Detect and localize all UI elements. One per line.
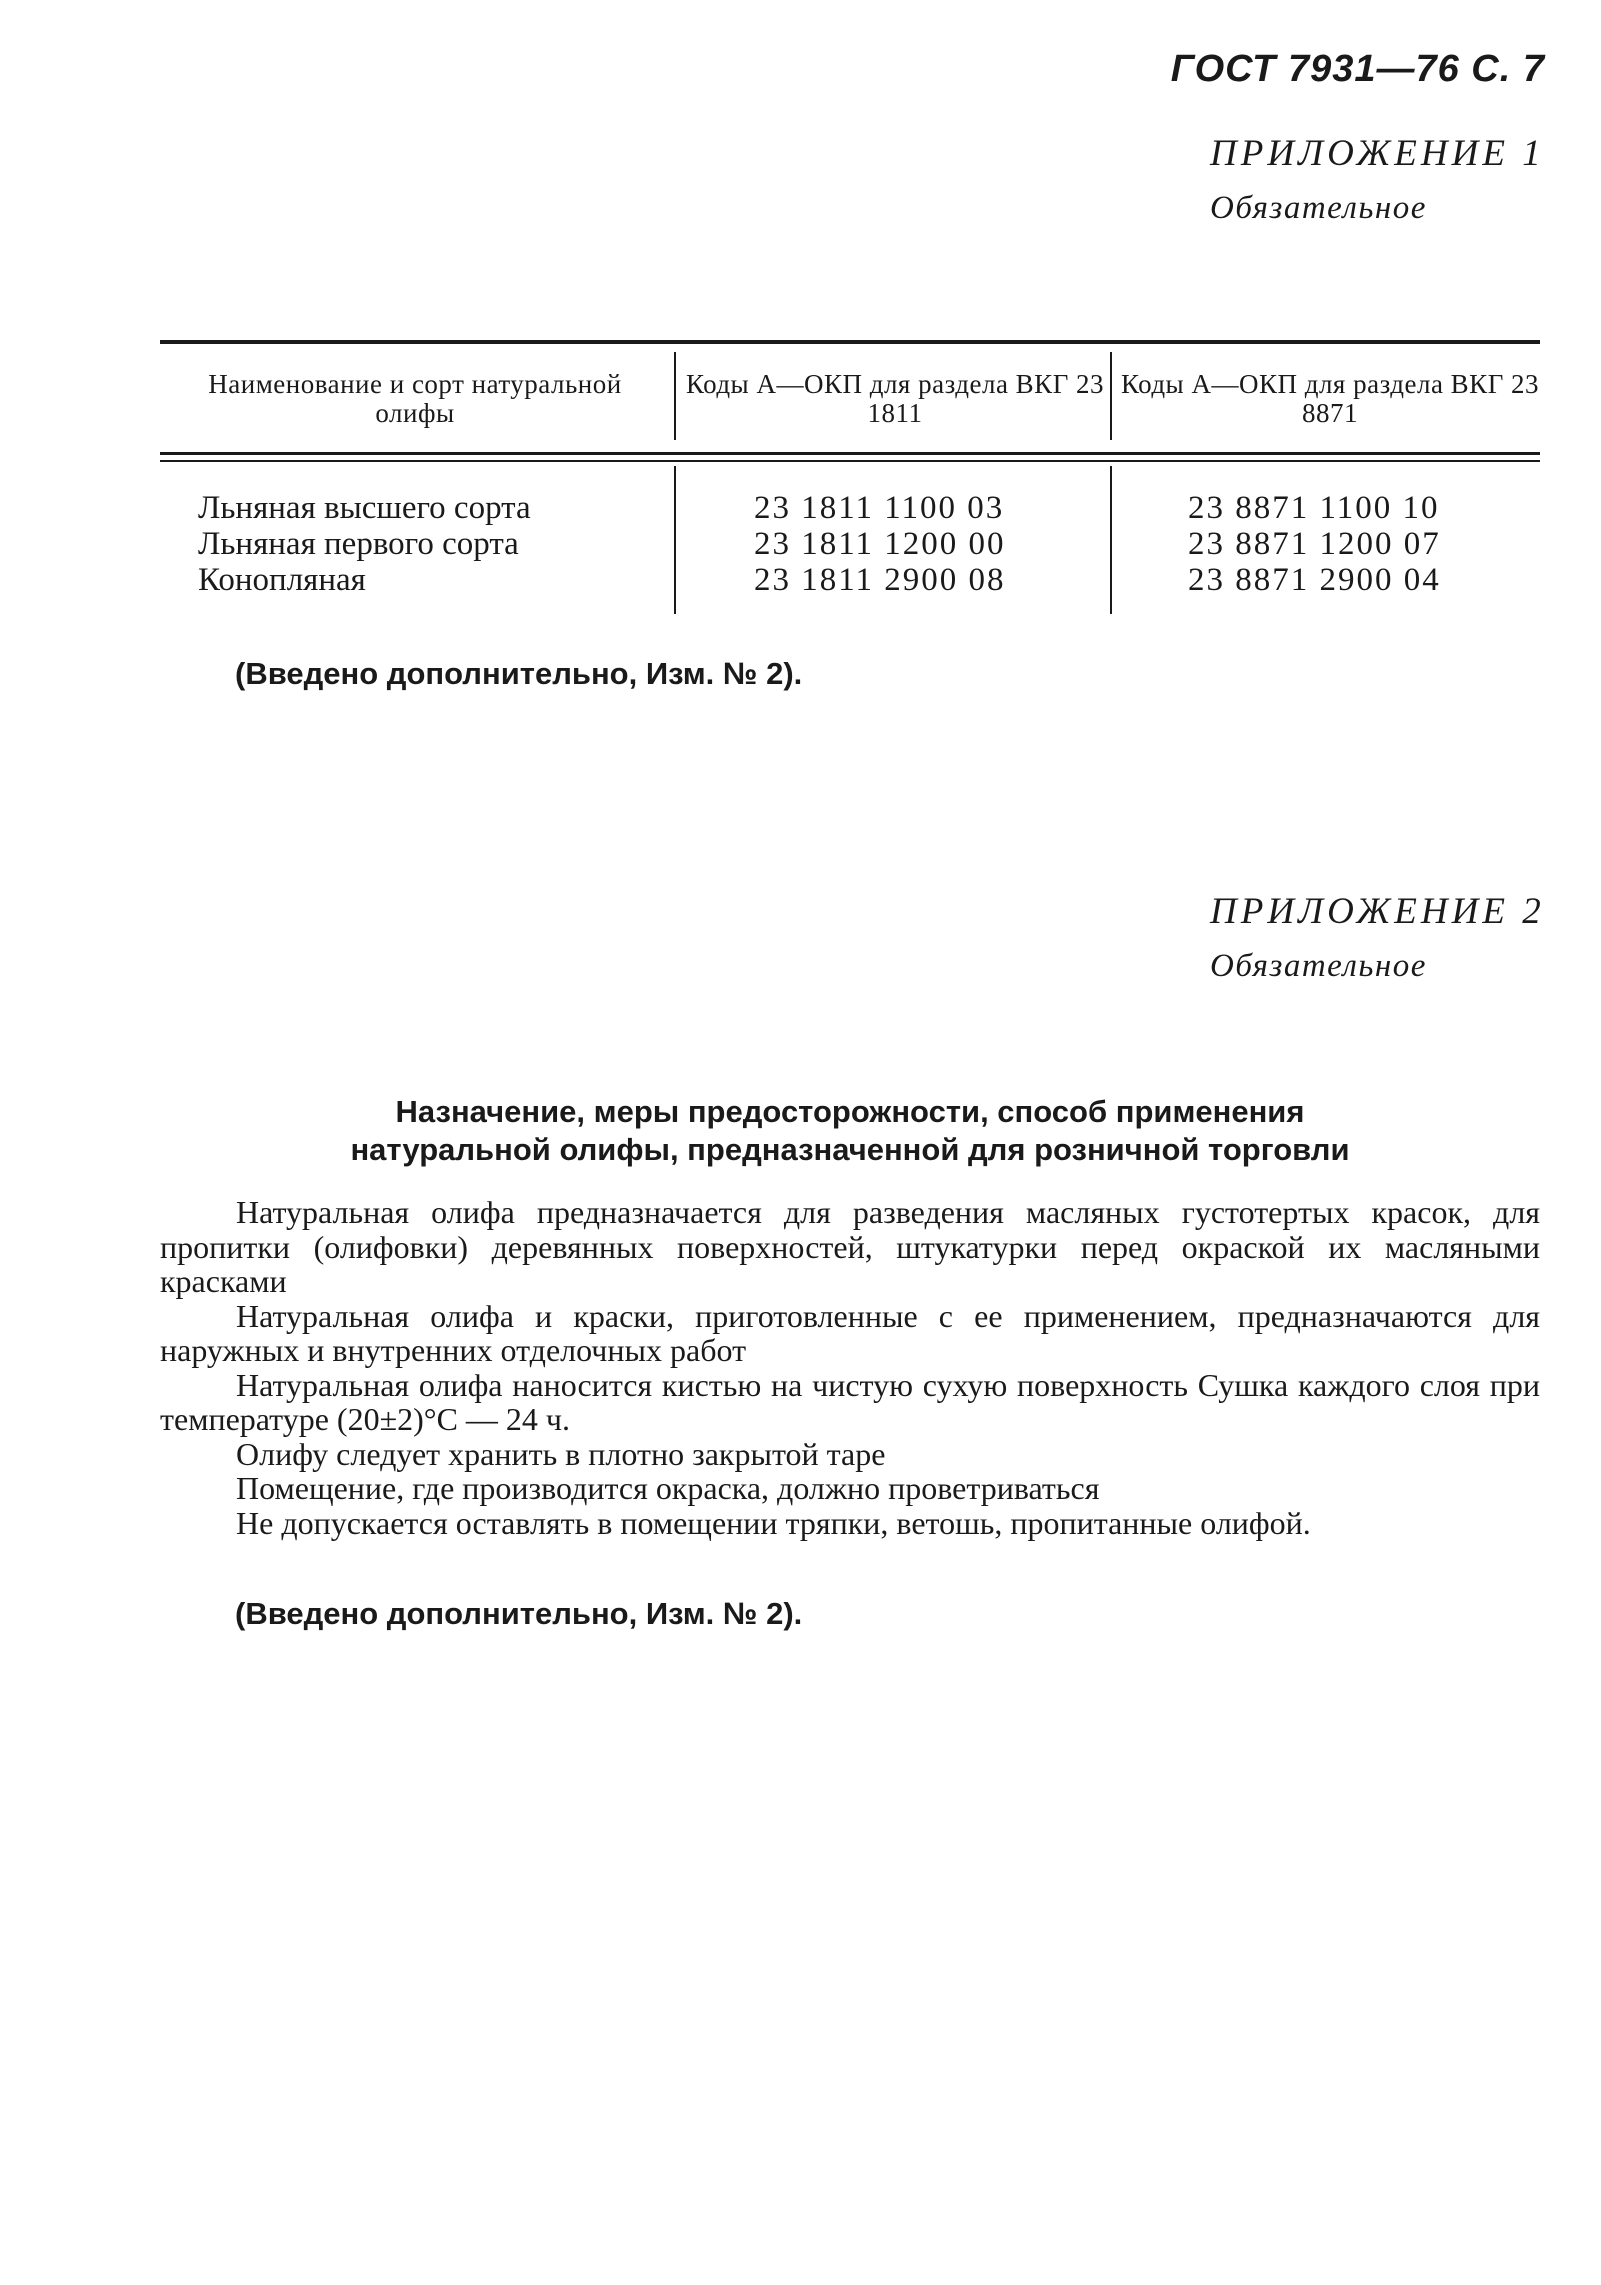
paragraph: Натуральная олифа и краски, приготовленные с ее применением, предназначаются для наружных и внутренних отделочных работ (160, 1297, 1540, 1368)
table-cell-name: Льняная первого сорта (198, 526, 519, 562)
table-cell-code2: 23 8871 1200 07 (1188, 526, 1441, 562)
codes-table (160, 340, 1540, 620)
table-column-code1 (754, 490, 1006, 598)
appendix1-title: ПРИЛОЖЕНИЕ 1 (1210, 133, 1545, 174)
appendix2-title: ПРИЛОЖЕНИЕ 2 (1210, 891, 1545, 932)
table-header-name: Наименование и сорт натуральной олифы (208, 369, 622, 428)
page-header: ГОСТ 7931—76 С. 7 (1170, 48, 1545, 90)
appendix2-status: Обязательное (1210, 948, 1427, 984)
table-header-code1: Коды А—ОКП для раздела ВКГ 23 1811 (685, 369, 1105, 428)
appendix1-status: Обязательное (1210, 190, 1427, 226)
table-header-divider-1 (674, 352, 676, 440)
table-header-divider-2 (1110, 352, 1112, 440)
paragraph: Помещение, где производится окраска, должно проветриваться (236, 1470, 1100, 1506)
paragraph: Натуральная олифа наносится кистью на чистую сухую поверхность Сушка каждого слоя при температуре (20±2)°С — 24 ч. (160, 1366, 1540, 1437)
section-heading-line1: Назначение, меры предосторожности, способ применения (395, 1094, 1305, 1129)
table-cell-code1: 23 1811 2900 08 (754, 562, 1006, 598)
table-cell-code2: 23 8871 1100 10 (1188, 490, 1440, 526)
section-heading-line2: натуральной олифы, предназначенной для розничной торговли (350, 1132, 1350, 1167)
table-body-divider-1 (674, 466, 676, 614)
table-cell-code2: 23 8871 2900 04 (1188, 562, 1441, 598)
amendment-note-1: (Введено дополнительно, Изм. № 2). (235, 656, 803, 691)
table-cell-code1: 23 1811 1200 00 (754, 526, 1006, 562)
table-cell-code1: 23 1811 1100 03 (754, 490, 1005, 526)
table-header-rule (160, 452, 1540, 462)
table-cell-name: Льняная высшего сорта (198, 490, 531, 526)
body-text (160, 1195, 1540, 1540)
paragraph: Олифу следует хранить в плотно закрытой таре (236, 1435, 886, 1472)
table-cell-name: Конопляная (198, 562, 366, 598)
paragraph: Натуральная олифа предназначается для разведения масляных густотертых красок, для пропитки (олифовки) деревянных поверхностей, штукатурки перед окраской их масляными красками (160, 1194, 1540, 1299)
paragraph: Не допускается оставлять в помещении тряпки, ветошь, пропитанные олифой. (236, 1504, 1311, 1541)
table-top-rule (160, 340, 1540, 344)
table-column-names (198, 490, 531, 598)
table-column-code2 (1188, 490, 1441, 598)
section-heading (160, 1093, 1540, 1169)
table-header-code2: Коды А—ОКП для раздела ВКГ 23 8871 (1120, 369, 1540, 428)
table-body-divider-2 (1110, 466, 1112, 614)
amendment-note-2: (Введено дополнительно, Изм. № 2). (235, 1596, 803, 1631)
